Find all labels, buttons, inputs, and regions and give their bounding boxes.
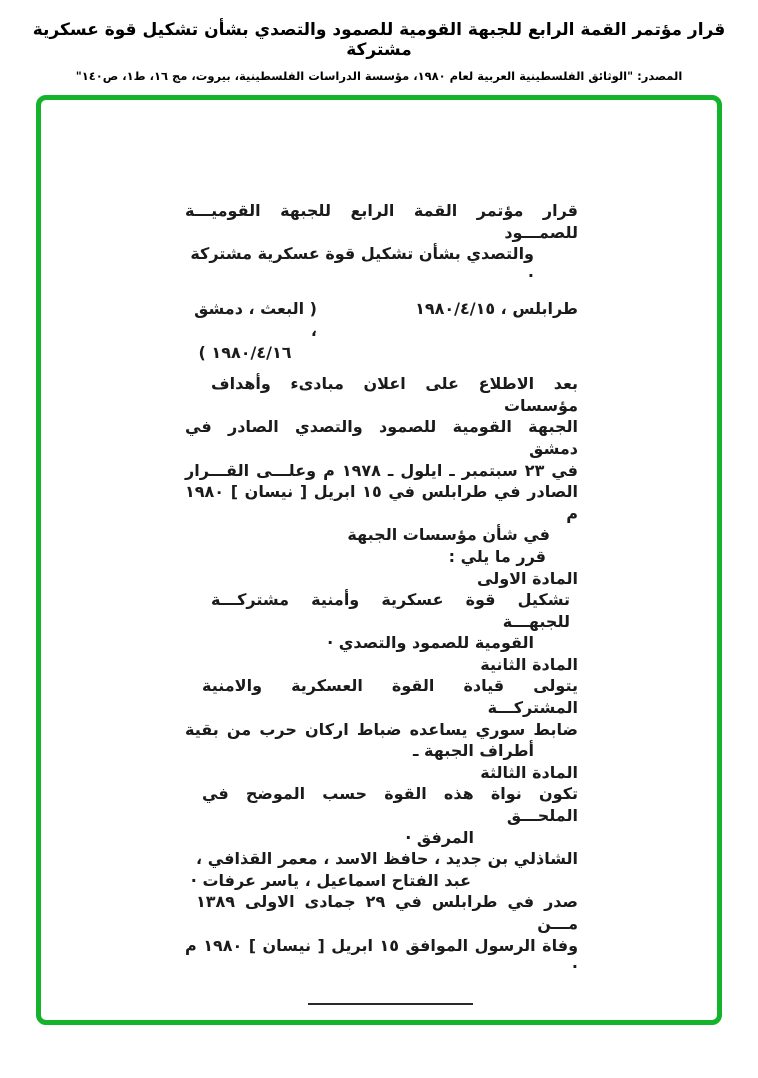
source-citation: المصدر: "الوثائق الفلسطينية العربية لعام ١٩٨٠، مؤسسة الدراسات الفلسطينية، بيروت، مج ١٦، ط١، ص١٤٠" bbox=[75, 69, 683, 83]
decree-body-line: ضابط سوري يساعده ضباط اركان حرب من بقية bbox=[185, 719, 578, 739]
decree-body-line: الجبهة القومية للصمود والتصدي الصادر في دمشق bbox=[185, 417, 578, 458]
article-heading: المادة الثانية bbox=[480, 654, 578, 674]
decree-body-line: القومية للصمود والتصدي · bbox=[327, 633, 534, 653]
end-divider-rule bbox=[308, 1003, 473, 1005]
page-header bbox=[0, 20, 758, 83]
decree-body-line: أطراف الجبهة ـ bbox=[412, 741, 534, 761]
decree-body-line: المرفق · bbox=[405, 827, 474, 847]
signatories-line: عبد الفتاح اسماعيل ، ياسر عرفات · bbox=[190, 870, 471, 890]
reference-line: ( البعث ، دمشق ، bbox=[194, 299, 317, 340]
decree-source-reference bbox=[185, 298, 317, 363]
reference-line: ١٩٨٠/٤/١٦ ) bbox=[198, 342, 292, 362]
decree-title-line: والتصدي بشأن تشكيل قوة عسكرية مشتركة · bbox=[190, 244, 534, 285]
article-heading: المادة الثالثة bbox=[480, 762, 578, 782]
decree-body-line: الصادر في طرابلس في ١٥ ابريل [ نيسان ] ١٩٨٠ م bbox=[185, 482, 578, 523]
decree-body-line: تكون نواة هذه القوة حسب الموضح في الملحـــق bbox=[202, 784, 578, 826]
decree-body-line: قرر ما يلي : bbox=[448, 546, 546, 566]
scanned-document-frame bbox=[36, 95, 722, 1025]
page-title: قرار مؤتمر القمة الرابع للجبهة القومية للصمود والتصدي بشأن تشكيل قوة عسكرية مشتركة bbox=[32, 20, 726, 60]
decree-body-line: يتولى قيادة القوة العسكرية والامنية المشتركـــة bbox=[202, 676, 578, 718]
decree-body-line: تشكيل قوة عسكرية وأمنية مشتركـــة للجبهـــة bbox=[211, 590, 570, 631]
decree-body-line: وفاة الرسول الموافق ١٥ ابريل [ نيسان ] ١٩٨٠ م · bbox=[185, 935, 579, 977]
decree-body-line: بعد الاطلاع على اعلان مبادىء وأهداف مؤسسات bbox=[211, 374, 578, 415]
decree-place-date: طرابلس ، ١٩٨٠/٤/١٥ bbox=[415, 299, 578, 319]
decree-title-line: قرار مؤتمر القمة الرابع للجبهة القوميـــة للصمـــود bbox=[185, 201, 578, 242]
decree-text-column bbox=[185, 200, 578, 1005]
decree-body-line: في ٢٣ سبتمبر ـ ايلول ـ ١٩٧٨ م وعلـــى القـــرار bbox=[185, 460, 578, 480]
decree-body-line: في شأن مؤسسات الجبهة bbox=[347, 525, 550, 545]
decree-dateline bbox=[185, 298, 578, 363]
article-heading: المادة الاولى bbox=[477, 568, 578, 588]
decree-body-line: صدر في طرابلس في ٢٩ جمادى الاولى ١٣٨٩ مـــن bbox=[196, 892, 579, 933]
signatories-line: الشاذلي بن جديد ، حافظ الاسد ، معمر القذافي ، bbox=[196, 849, 578, 869]
